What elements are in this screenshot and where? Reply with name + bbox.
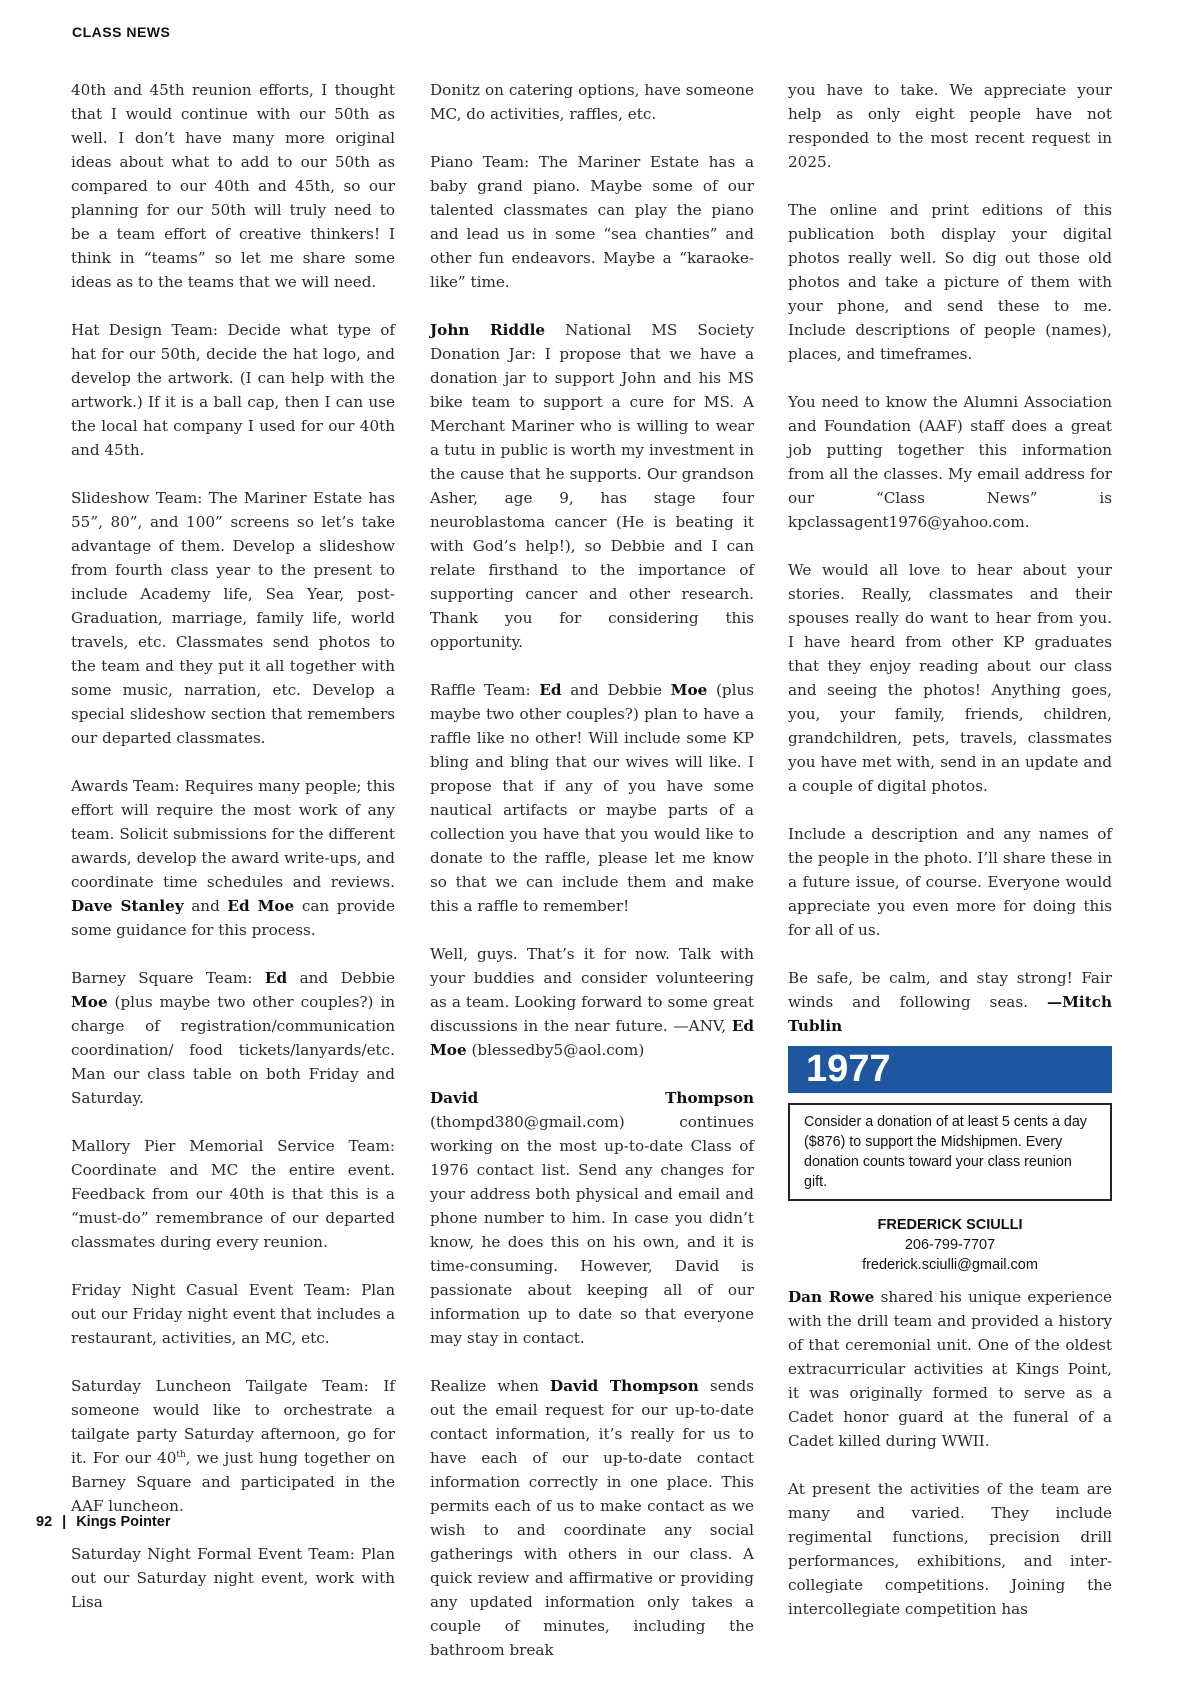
paragraph bbox=[71, 774, 395, 942]
paragraph bbox=[71, 966, 395, 1110]
text: (thompd380@gmail.com) continues working on the most up-to-date Class of 1976 contact list. Send any changes for your address both physical and email and phone number to him. In case you didn’t know, he does this on his own, and it is time-consuming. However, David is passionate about keeping all of our information up to date so that everyone may stay in contact. bbox=[430, 1113, 754, 1347]
class-agent-contact bbox=[788, 1215, 1112, 1275]
agent-phone: 206-799-7707 bbox=[904, 1237, 996, 1253]
paragraph: Hat Design Team: Decide what type of hat for our 50th, decide the hat logo, and develop the artwork. (I can help with the artwork.) If it is a ball cap, then I can use the local hat company I used for our 40th and 45th. bbox=[71, 321, 395, 459]
paragraph bbox=[430, 1374, 754, 1662]
paragraph: We would all love to hear about your stories. Really, classmates and their spouses really do want to hear from you. I have heard from other KP graduates that they enjoy reading about our class and seeing the photos! Anything goes, you, your family, friends, children, grandchildren, pets, travels, classmates you have met with, send in an update and a couple of digital photos. bbox=[788, 561, 1112, 795]
text: and Debbie bbox=[570, 681, 662, 699]
paragraph bbox=[788, 966, 1112, 1038]
paragraph bbox=[788, 1285, 1112, 1453]
paragraph bbox=[430, 942, 754, 1062]
paragraph: Donitz on catering options, have someone MC, do activities, raffles, etc. bbox=[430, 81, 754, 123]
superscript: th bbox=[176, 1449, 186, 1460]
text: can provide some guidance for this process. bbox=[71, 897, 396, 939]
paragraph: Friday Night Casual Event Team: Plan out our Friday night event that includes a restaurant, activities, an MC, etc. bbox=[71, 1281, 395, 1347]
text: shared his unique experience with the drill team and provided a history of that ceremonial unit. One of the oldest extracurricular activities at Kings Point, it was originally formed to serve as a Cadet honor guard at the funeral of a Cadet killed during WWII. bbox=[788, 1288, 1112, 1450]
donation-notice: Consider a donation of at least 5 cents a day ($876) to support the Midshipmen. Every donation counts toward your class reunion gift. bbox=[788, 1103, 1112, 1201]
person-name: David Thompson bbox=[430, 1089, 754, 1107]
person-name: David Thompson bbox=[550, 1377, 699, 1395]
paragraph bbox=[430, 1086, 754, 1350]
paragraph: Saturday Night Formal Event Team: Plan out our Saturday night event, work with Lisa bbox=[71, 1545, 395, 1611]
person-name: Ed Moe bbox=[227, 897, 295, 915]
text: Well, guys. That’s it for now. Talk with your buddies and consider volunteering as a team. Looking forward to some great discussions in the near future. —ANV, bbox=[430, 945, 754, 1035]
text: (blessedby5@aol.com) bbox=[471, 1041, 645, 1059]
text: Saturday Luncheon Tailgate Team: If someone would like to orchestrate a tailgate party Saturday afternoon, go for it. For our 40 bbox=[71, 1377, 395, 1467]
text: Be safe, be calm, and stay strong! Fair winds and following seas. bbox=[788, 969, 1112, 1011]
paragraph: Mallory Pier Memorial Service Team: Coordinate and MC the entire event. Feedback from our 40th is that this is a “must-do” remembrance of our departed classmates during every reunion. bbox=[71, 1137, 395, 1251]
page-footer bbox=[36, 1514, 170, 1530]
text: (plus maybe two other couples?) in charge of registration/communication coordination/ food tickets/lanyards/etc. Man our class table on both Friday and Saturday. bbox=[71, 993, 395, 1107]
person-name: John Riddle bbox=[430, 321, 546, 339]
paragraph: The online and print editions of this publication both display your digital photos really well. So dig out those old photos and take a picture of them with your phone, and send these to me. Include descriptions of people (names), places, and timeframes. bbox=[788, 201, 1112, 363]
person-name: Ed bbox=[539, 681, 562, 699]
publication-name: Kings Pointer bbox=[76, 1514, 171, 1530]
column-2 bbox=[430, 78, 754, 1686]
paragraph: you have to take. We appreciate your help as only eight people have not responded to the most recent request in 2025. bbox=[788, 81, 1112, 171]
text: and bbox=[191, 897, 220, 915]
text: National MS Society Donation Jar: I propose that we have a donation jar to support John and his MS bike team to support a cure for MS. A Merchant Mariner who is willing to wear a tutu in public is worth my investment in the cause that he supports. Our grandson Asher, age 9, has stage four neuroblastoma cancer (He is beating it with God’s help!), so Debbie and I can relate firsthand to the importance of supporting cancer and other research. Thank you for considering this opportunity. bbox=[430, 321, 755, 651]
class-year-banner: 1977 bbox=[788, 1046, 1112, 1093]
footer-separator: | bbox=[62, 1514, 67, 1530]
signature: —Mitch Tublin bbox=[788, 993, 1113, 1035]
agent-email: frederick.sciulli@gmail.com bbox=[862, 1257, 1038, 1273]
paragraph: You need to know the Alumni Association and Foundation (AAF) staff does a great job putting together this information from all the classes. My email address for our “Class News” is kpclassagent1976@yahoo.com. bbox=[788, 393, 1112, 531]
text: (plus maybe two other couples?) plan to have a raffle like no other! Will include some KP bling and bling that our wives will like. I propose that if any of you have some nautical artifacts or maybe parts of a collection you have that you would like to donate to the raffle, please let me know so that we can include them and make this a raffle to remember! bbox=[430, 681, 755, 915]
paragraph: Slideshow Team: The Mariner Estate has 55”, 80”, and 100” screens so let’s take advantage of them. Develop a slideshow from fourth class year to the present to include Academy life, Sea Year, post-Graduation, marriage, family life, world travels, etc. Classmates send photos to the team and they put it all together with some music, narration, etc. Develop a special slideshow section that remembers our departed classmates. bbox=[71, 489, 395, 747]
text: and Debbie bbox=[299, 969, 396, 987]
text: Raffle Team: bbox=[430, 681, 531, 699]
section-label: CLASS NEWS bbox=[72, 24, 171, 40]
paragraph bbox=[430, 678, 754, 918]
column-3 bbox=[788, 78, 1112, 1645]
paragraph: Piano Team: The Mariner Estate has a baby grand piano. Maybe some of our talented classmates can play the piano and lead us in some “sea chanties” and other fun endeavors. Maybe a “karaoke-like” time. bbox=[430, 153, 754, 291]
paragraph: 40th and 45th reunion efforts, I thought that I would continue with our 50th as well. I don’t have many more original ideas about what to add to our 50th as compared to our 40th and 45th, so our planning for our 50th will truly need to be a team effort of creative thinkers! I think in “teams” so let me share some ideas as to the teams that we will need. bbox=[71, 81, 395, 291]
paragraph bbox=[430, 318, 754, 654]
text: Barney Square Team: bbox=[71, 969, 253, 987]
person-name: Dan Rowe bbox=[788, 1288, 875, 1306]
person-name: Ed Moe bbox=[430, 1017, 755, 1059]
text: sends out the email request for our up-to-date contact information, it’s really for us to have each of our up-to-date contact information correctly in one place. This permits each of us to make contact as we wish to and coordinate any social gatherings with others in our class. A quick review and affirmative or providing any updated information only takes a couple of minutes, including the bathroom break bbox=[430, 1377, 755, 1659]
person-name: Moe bbox=[71, 993, 108, 1011]
paragraph bbox=[71, 1374, 395, 1518]
text: Realize when bbox=[430, 1377, 539, 1395]
text: , we just hung together on Barney Square and participated in the AAF luncheon. bbox=[71, 1449, 395, 1515]
paragraph: At present the activities of the team are many and varied. They include regimental functions, precision drill performances, exhibitions, and inter-collegiate competitions. Joining the intercollegiate competition has bbox=[788, 1480, 1112, 1618]
text: Awards Team: Requires many people; this effort will require the most work of any team. Solicit submissions for the different awards, develop the award write-ups, and coordinate time schedules and reviews. bbox=[71, 777, 395, 891]
person-name: Ed bbox=[264, 969, 288, 987]
agent-name: FREDERICK SCIULLI bbox=[877, 1217, 1023, 1233]
person-name: Dave Stanley bbox=[71, 897, 184, 915]
page-number: 92 bbox=[36, 1514, 53, 1530]
column-1 bbox=[71, 78, 395, 1638]
person-name: Moe bbox=[670, 681, 708, 699]
paragraph: Include a description and any names of the people in the photo. I’ll share these in a future issue, of course. Everyone would appreciate you even more for doing this for all of us. bbox=[788, 825, 1112, 939]
